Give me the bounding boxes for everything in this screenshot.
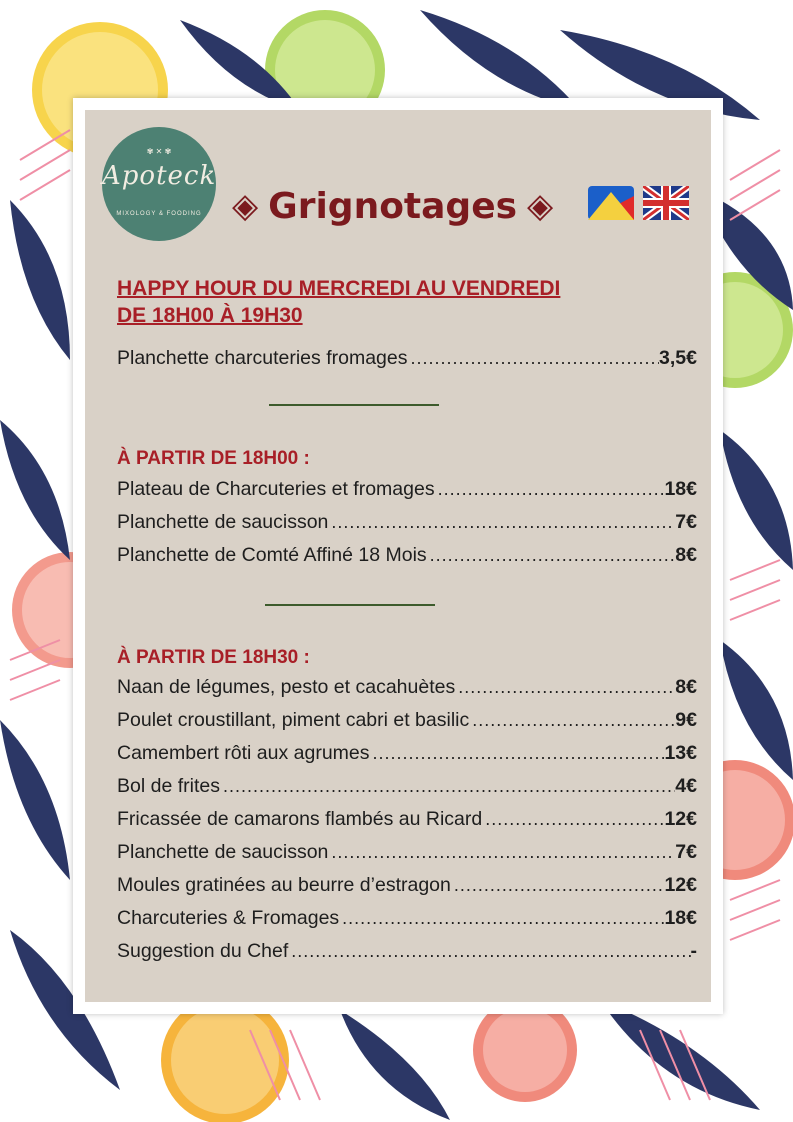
section-heading: À PARTIR DE 18H30 : <box>117 647 310 668</box>
menu-item <box>117 775 697 805</box>
menu-card <box>73 98 723 1014</box>
item-name: Fricassée de camarons flambés au Ricard <box>117 808 483 830</box>
happy-hour-line2: DE 18H00 À 19H30 <box>117 304 303 327</box>
item-price: 18€ <box>664 478 697 500</box>
uk-flag-icon[interactable] <box>643 186 689 220</box>
happy-hour-line1: HAPPY HOUR DU MERCREDI AU VENDREDI <box>117 277 561 300</box>
item-name: Planchette de Comté Affiné 18 Mois <box>117 544 427 566</box>
item-leader-dots <box>288 941 690 962</box>
logo-text: Apoteck <box>102 161 217 191</box>
item-price: 4€ <box>675 775 697 797</box>
logo-ornament: ✾ ✕ ✾ <box>146 147 172 156</box>
item-price: 18€ <box>664 907 697 929</box>
logo-tagline: MIXOLOGY & FOODING <box>116 211 202 217</box>
section-heading: À PARTIR DE 18H00 : <box>117 448 310 469</box>
item-name: Planchette charcuteries fromages <box>117 347 408 369</box>
item-name: Moules gratinées au beurre d’estragon <box>117 874 451 896</box>
item-name: Camembert rôti aux agrumes <box>117 742 370 764</box>
item-price: 12€ <box>664 808 697 830</box>
diamond-right-icon: ◈ <box>527 186 554 226</box>
item-price: 3,5€ <box>659 347 697 369</box>
title-text: Grignotages <box>268 185 518 227</box>
item-price: 8€ <box>675 676 697 698</box>
item-price: - <box>690 940 697 962</box>
item-price: 7€ <box>675 841 697 863</box>
item-leader-dots <box>427 545 676 566</box>
menu-item <box>117 511 697 541</box>
item-leader-dots <box>220 776 675 797</box>
item-leader-dots <box>451 875 665 896</box>
reunion-flag-icon[interactable] <box>588 186 634 220</box>
item-leader-dots <box>482 809 664 830</box>
item-leader-dots <box>435 479 665 500</box>
item-name: Suggestion du Chef <box>117 940 289 962</box>
menu-item <box>117 478 697 508</box>
item-name: Bol de frites <box>117 775 220 797</box>
menu-item <box>117 940 697 970</box>
menu-item <box>117 544 697 574</box>
item-name: Naan de légumes, pesto et cacahuètes <box>117 676 456 698</box>
item-name: Plateau de Charcuteries et fromages <box>117 478 435 500</box>
item-price: 8€ <box>675 544 697 566</box>
item-leader-dots <box>339 908 664 929</box>
item-leader-dots <box>407 348 659 369</box>
menu-item <box>117 907 697 937</box>
item-price: 7€ <box>675 511 697 533</box>
item-price: 12€ <box>664 874 697 896</box>
apoteck-logo <box>102 127 216 241</box>
item-leader-dots <box>469 710 675 731</box>
item-price: 9€ <box>675 709 697 731</box>
page-title <box>232 176 553 236</box>
grapefruit-slice-bottom-inner <box>483 1008 567 1092</box>
menu-item <box>117 874 697 904</box>
item-leader-dots <box>328 512 675 533</box>
menu-item <box>117 742 697 772</box>
item-leader-dots <box>455 677 675 698</box>
menu-item <box>117 808 697 838</box>
item-name: Poulet croustillant, piment cabri et basilic <box>117 709 470 731</box>
section-divider <box>269 404 439 406</box>
item-leader-dots <box>370 743 665 764</box>
item-name: Planchette de saucisson <box>117 841 329 863</box>
section-divider <box>265 604 435 606</box>
menu-item <box>117 841 697 871</box>
item-leader-dots <box>328 842 675 863</box>
item-name: Planchette de saucisson <box>117 511 329 533</box>
menu-item <box>117 709 697 739</box>
happy-hour-heading <box>117 275 560 329</box>
item-price: 13€ <box>664 742 697 764</box>
menu-paper <box>85 110 711 1002</box>
item-name: Charcuteries & Fromages <box>117 907 340 929</box>
diamond-left-icon: ◈ <box>232 186 259 226</box>
menu-item <box>117 676 697 706</box>
menu-item <box>117 347 697 377</box>
